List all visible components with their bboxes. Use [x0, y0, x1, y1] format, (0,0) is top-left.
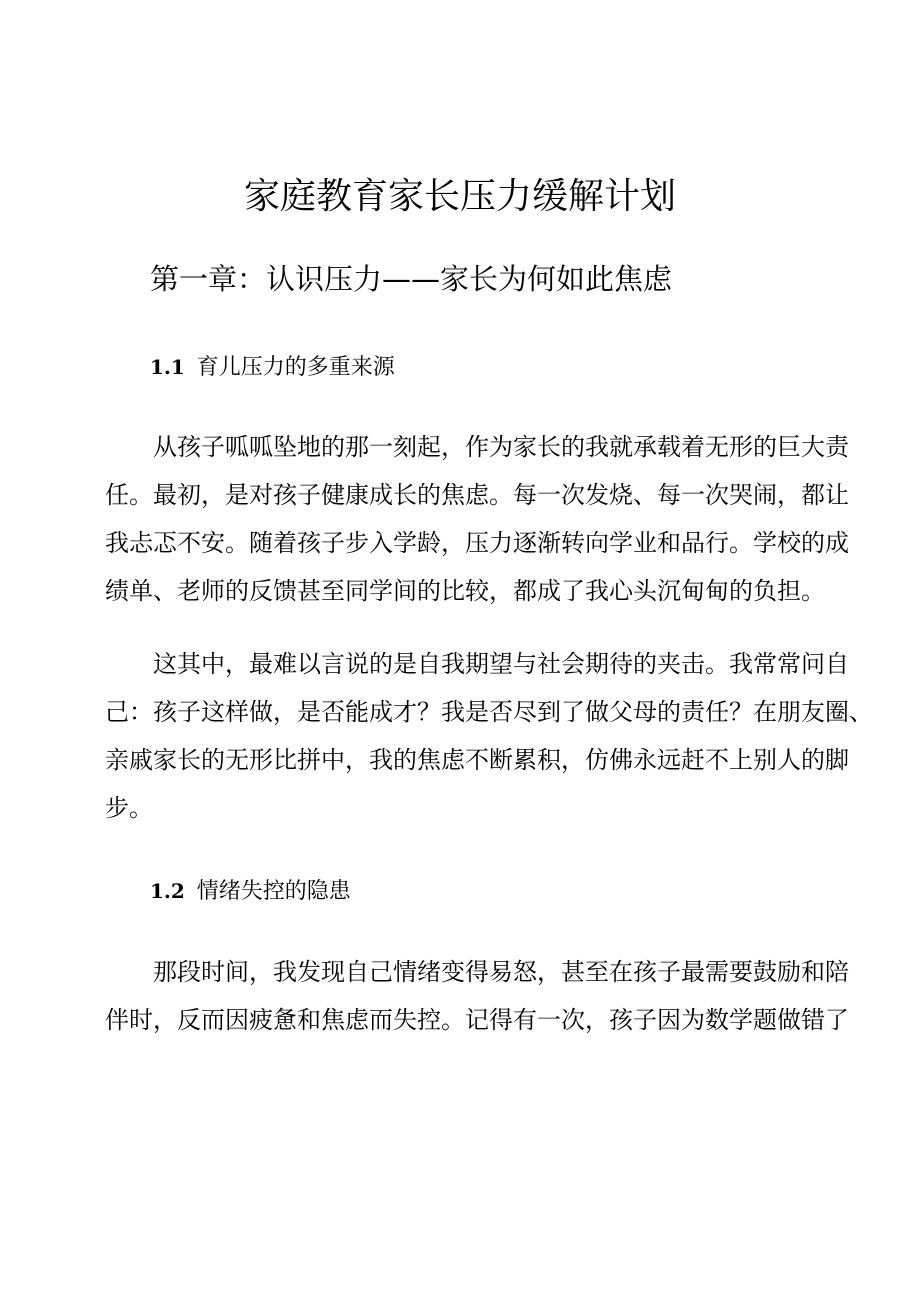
- section-heading-text: 情绪失控的隐患: [196, 879, 351, 904]
- paragraph-line: 我忐忑不安。随着孩子步入学龄，压力逐渐转向学业和品行。学校的成: [105, 529, 849, 557]
- section-heading-text: 育儿压力的多重来源: [196, 355, 395, 380]
- paragraph-line: 己：孩子这样做，是否能成才？我是否尽到了做父母的责任？在朋友圈、: [105, 698, 873, 726]
- paragraph-line: 从孩子呱呱坠地的那一刻起，作为家长的我就承载着无形的巨大责: [153, 433, 849, 461]
- paragraph-line: 绩单、老师的反馈甚至同学间的比较，都成了我心头沉甸甸的负担。: [105, 577, 825, 605]
- section-number: 1.2: [150, 879, 185, 903]
- section-heading-1-1: [150, 352, 395, 383]
- paragraph: [105, 423, 849, 615]
- section-heading-1-2: [150, 876, 351, 907]
- paragraph-line: 亲戚家长的无形比拼中，我的焦虑不断累积，仿佛永远赶不上别人的脚: [105, 746, 849, 774]
- paragraph-line: 任。最初，是对孩子健康成长的焦虑。每一次发烧、每一次哭闹，都让: [105, 481, 849, 509]
- document-title: 家庭教育家长压力缓解计划: [243, 176, 676, 217]
- paragraph-line: 伴时，反而因疲惫和焦虑而失控。记得有一次，孩子因为数学题做错了: [105, 1006, 849, 1034]
- section-number: 1.1: [150, 355, 185, 379]
- chapter-title: 第一章：认识压力——家长为何如此焦虑: [150, 262, 673, 296]
- paragraph: [105, 948, 849, 1044]
- paragraph-line: 那段时间，我发现自己情绪变得易怒，甚至在孩子最需要鼓励和陪: [153, 958, 849, 986]
- paragraph-line: 这其中，最难以言说的是自我期望与社会期待的夹击。我常常问自: [153, 650, 849, 678]
- paragraph: [105, 640, 873, 832]
- paragraph-line: 步。: [105, 794, 153, 822]
